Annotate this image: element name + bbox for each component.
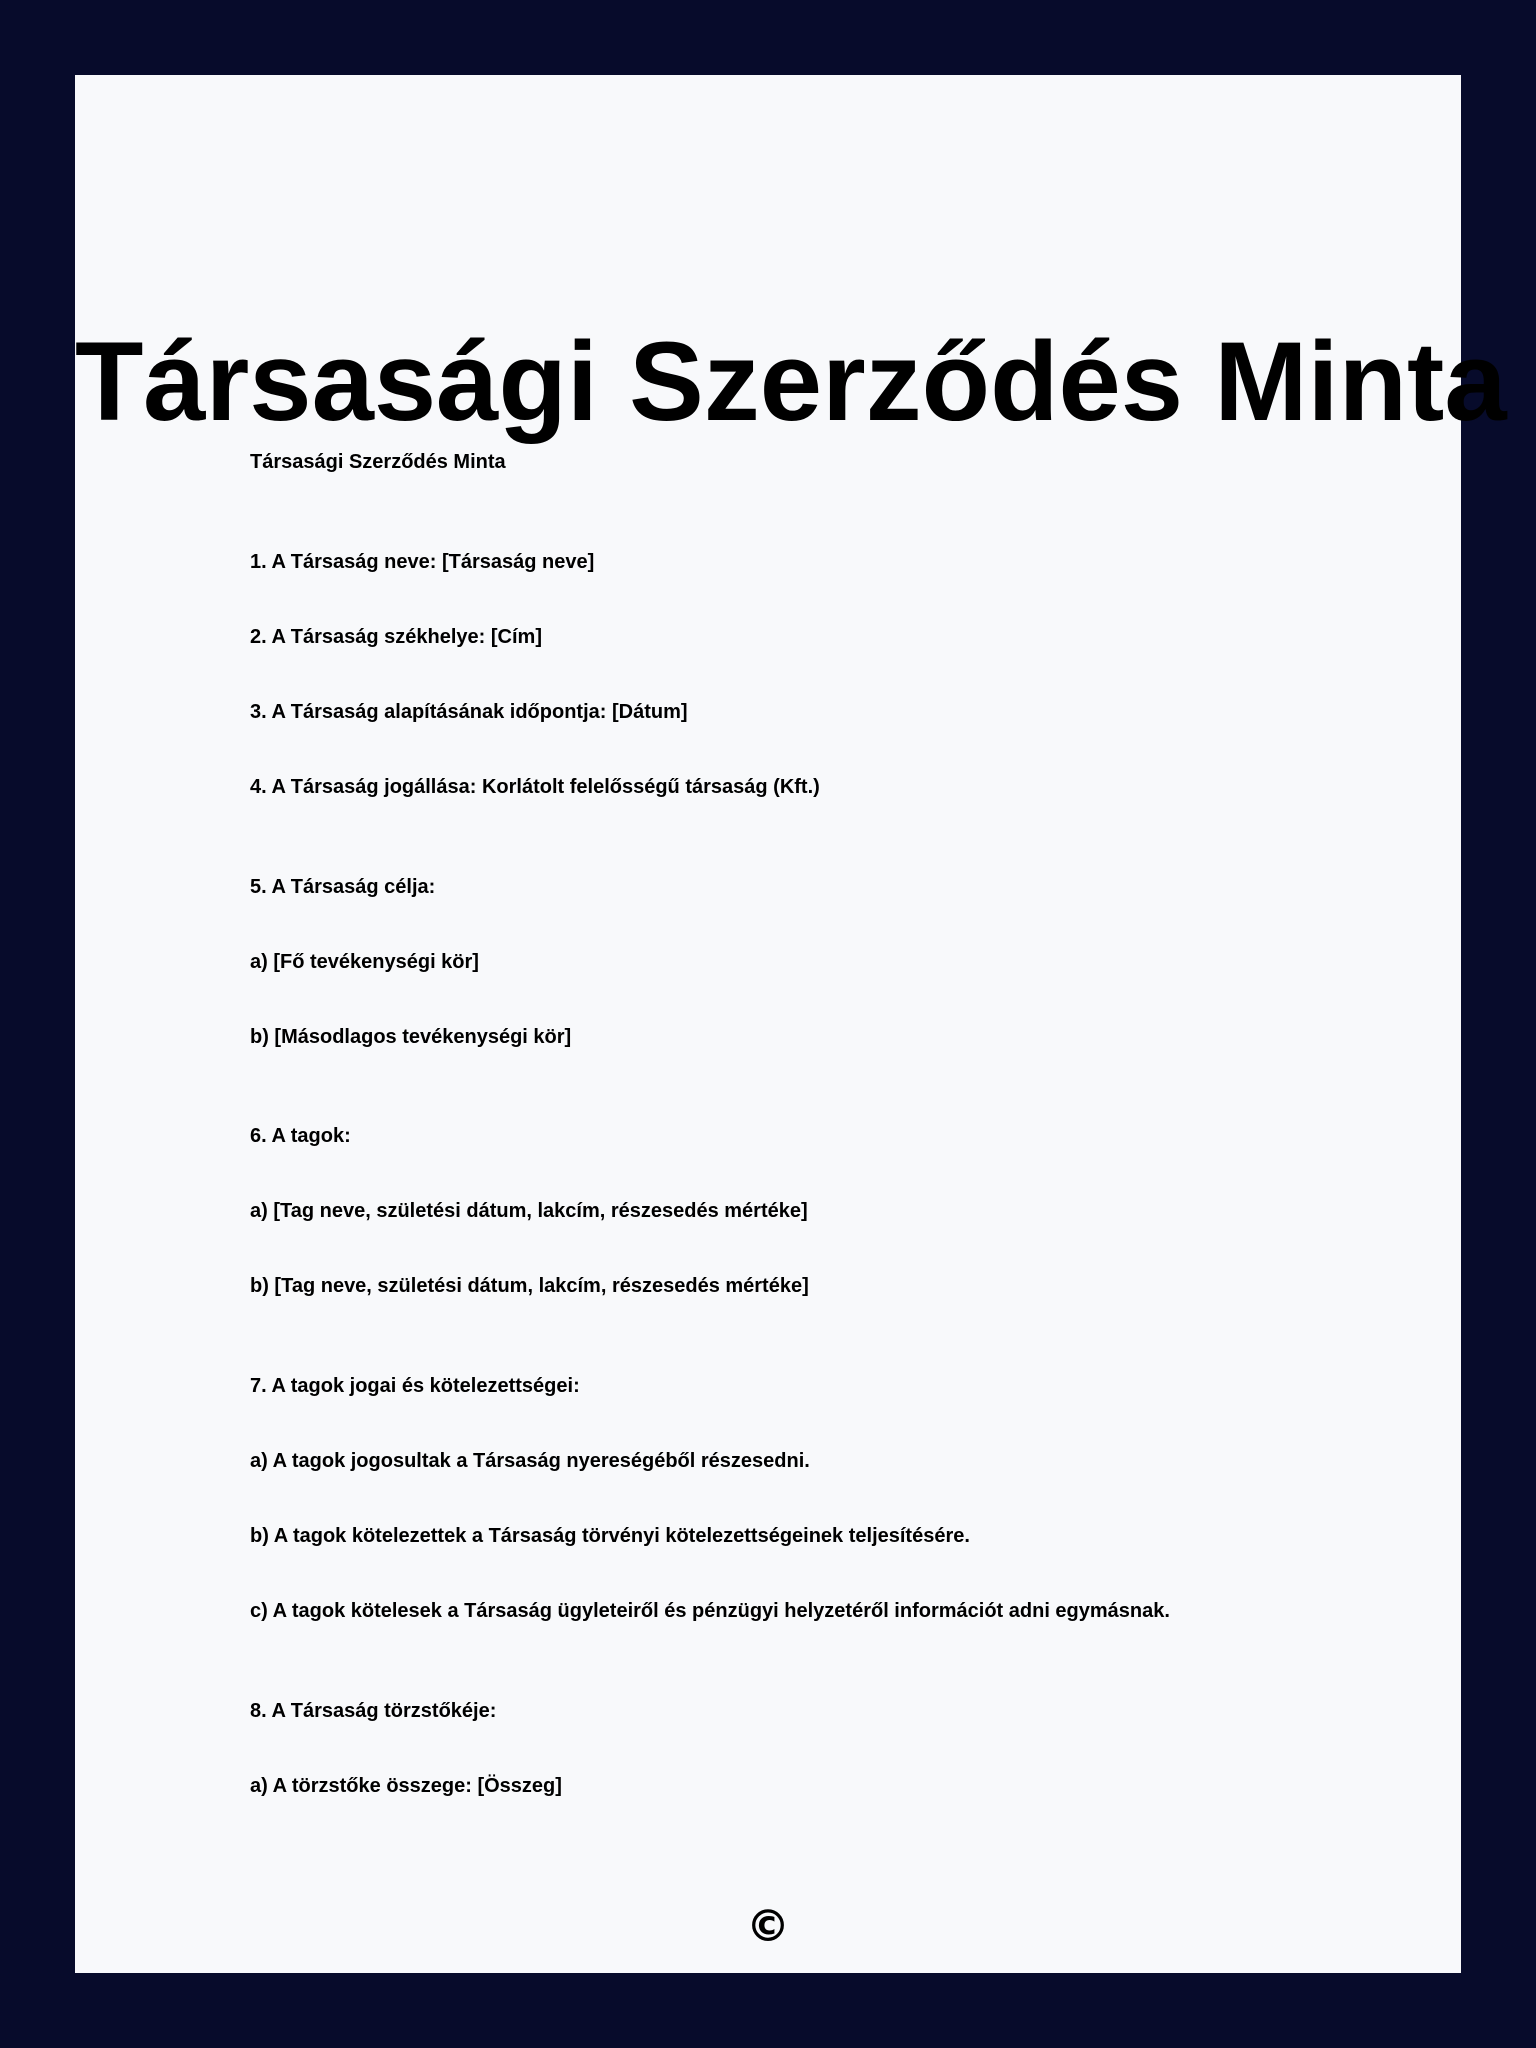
document-page (75, 75, 1507, 1973)
clause-line: 6. A tagok: (250, 1125, 351, 1147)
clause-line: 3. A Társaság alapításának időpontja: [Dátum] (250, 701, 688, 723)
clause-line: b) [Tag neve, születési dátum, lakcím, részesedés mértéke] (250, 1275, 809, 1297)
clause-line: 4. A Társaság jogállása: Korlátolt felelősségű társaság (Kft.) (250, 776, 820, 798)
document-title: Társasági Szerződés Minta (75, 319, 1507, 444)
clause-line: b) A tagok kötelezettek a Társaság törvényi kötelezettségeinek teljesítésére. (250, 1525, 970, 1547)
clause-line: 5. A Társaság célja: (250, 876, 436, 898)
clause-line: a) [Tag neve, születési dátum, lakcím, részesedés mértéke] (250, 1200, 808, 1222)
clause-line: b) [Másodlagos tevékenységi kör] (250, 1026, 572, 1048)
clause-line: 2. A Társaság székhelye: [Cím] (250, 626, 542, 648)
clause-line: a) A törzstőke összege: [Összeg] (250, 1775, 562, 1797)
clause-line: 8. A Társaság törzstőkéje: (250, 1700, 497, 1722)
document-subtitle: Társasági Szerződés Minta (250, 451, 506, 473)
copyright-icon: © (746, 1901, 790, 1952)
clause-line: 7. A tagok jogai és kötelezettségei: (250, 1375, 580, 1397)
clause-line: a) A tagok jogosultak a Társaság nyereségéből részesedni. (250, 1450, 810, 1472)
clause-line: a) [Fő tevékenységi kör] (250, 951, 479, 973)
clause-line: c) A tagok kötelesek a Társaság ügyleteiről és pénzügyi helyzetéről információt adni egymásnak. (250, 1600, 1170, 1622)
clause-line: 1. A Társaság neve: [Társaság neve] (250, 551, 595, 573)
